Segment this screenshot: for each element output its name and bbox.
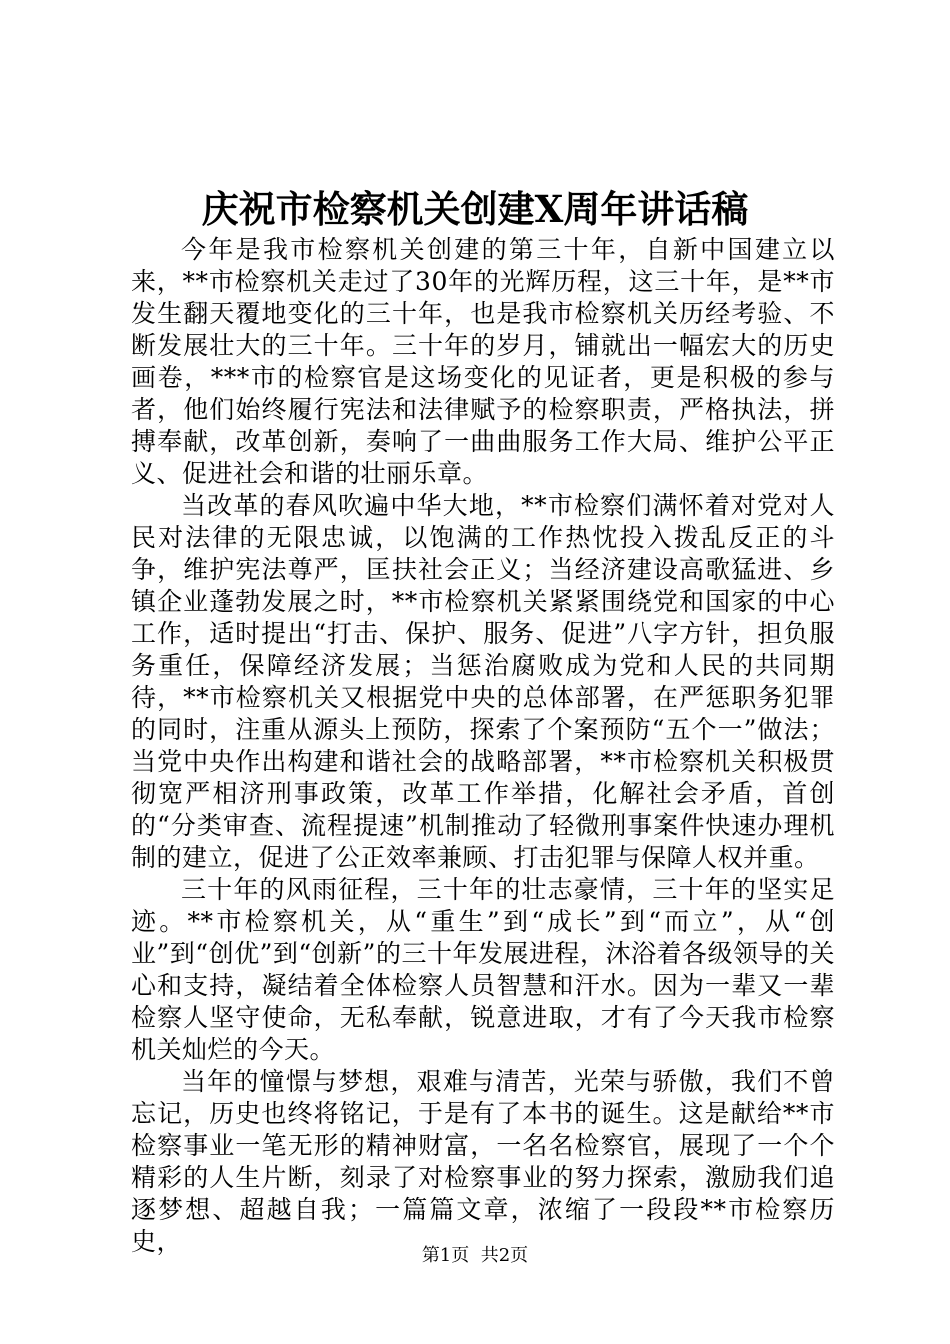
page-total: 共2页 [480, 1245, 529, 1266]
document-body [131, 234, 835, 1258]
paragraph-1: 今年是我市检察机关创建的第三十年，自新中国建立以来，**市检察机关走过了30年的光辉历程，这三十年，是**市发生翻天覆地变化的三十年，也是我市检察机关历经考验、不断发展壮大的三十年。三十年的岁月，铺就出一幅宏大的历史画卷，***市的检察官是这场变化的见证者，更是积极的参与者，他们始终履行宪法和法律赋予的检察职责，严格执法，拼搏奉献，改革创新，奏响了一曲曲服务工作大局、维护公平正义、促进社会和谐的壮丽乐章。 [131, 235, 835, 488]
paragraph-2: 当改革的春风吹遍中华大地，**市检察们满怀着对党对人民对法律的无限忠诚，以饱满的工作热忱投入拨乱反正的斗争，维护宪法尊严，匡扶社会正义；当经济建设高歌猛进、乡镇企业蓬勃发展之时，**市检察机关紧紧围绕党和国家的中心工作，适时提出“打击、保护、服务、促进”八字方针，担负服务重任，保障经济发展；当惩治腐败成为党和人民的共同期待，**市检察机关又根据党中央的总体部署，在严惩职务犯罪的同时，注重从源头上预防，探索了个案预防“五个一”做法；当党中央作出构建和谐社会的战略部署，**市检察机关积极贯彻宽严相济刑事政策，改革工作举措，化解社会矛盾，首创的“分类审查、流程提速”机制推动了轻微刑事案件快速办理机制的建立，促进了公正效率兼顾、打击犯罪与保障人权并重。 [131, 491, 835, 872]
paragraph-4: 当年的憧憬与梦想，艰难与清苦，光荣与骄傲，我们不曾忘记，历史也终将铭记，于是有了本书的诞生。这是献给**市检察事业一笔无形的精神财富，一名名检察官，展现了一个个精彩的人生片断，刻录了对检察事业的努力探索，激励我们追逐梦想、超越自我；一篇篇文章，浓缩了一段段**市检察历史， [131, 1067, 835, 1256]
paragraph-3: 三十年的风雨征程，三十年的壮志豪情，三十年的坚实足迹。**市检察机关，从“重生”到“成长”到“而立”，从“创业”到“创优”到“创新”的三十年发展进程，沐浴着各级领导的关心和支持，凝结着全体检察人员智慧和汗水。因为一辈又一辈检察人坚守使命，无私奉献，锐意进取，才有了今天我市检察机关灿烂的今天。 [131, 875, 835, 1064]
page-footer [0, 1244, 950, 1268]
document-title: 庆祝市检察机关创建X周年讲话稿 [201, 187, 749, 231]
page-number: 第1页 [421, 1245, 470, 1266]
